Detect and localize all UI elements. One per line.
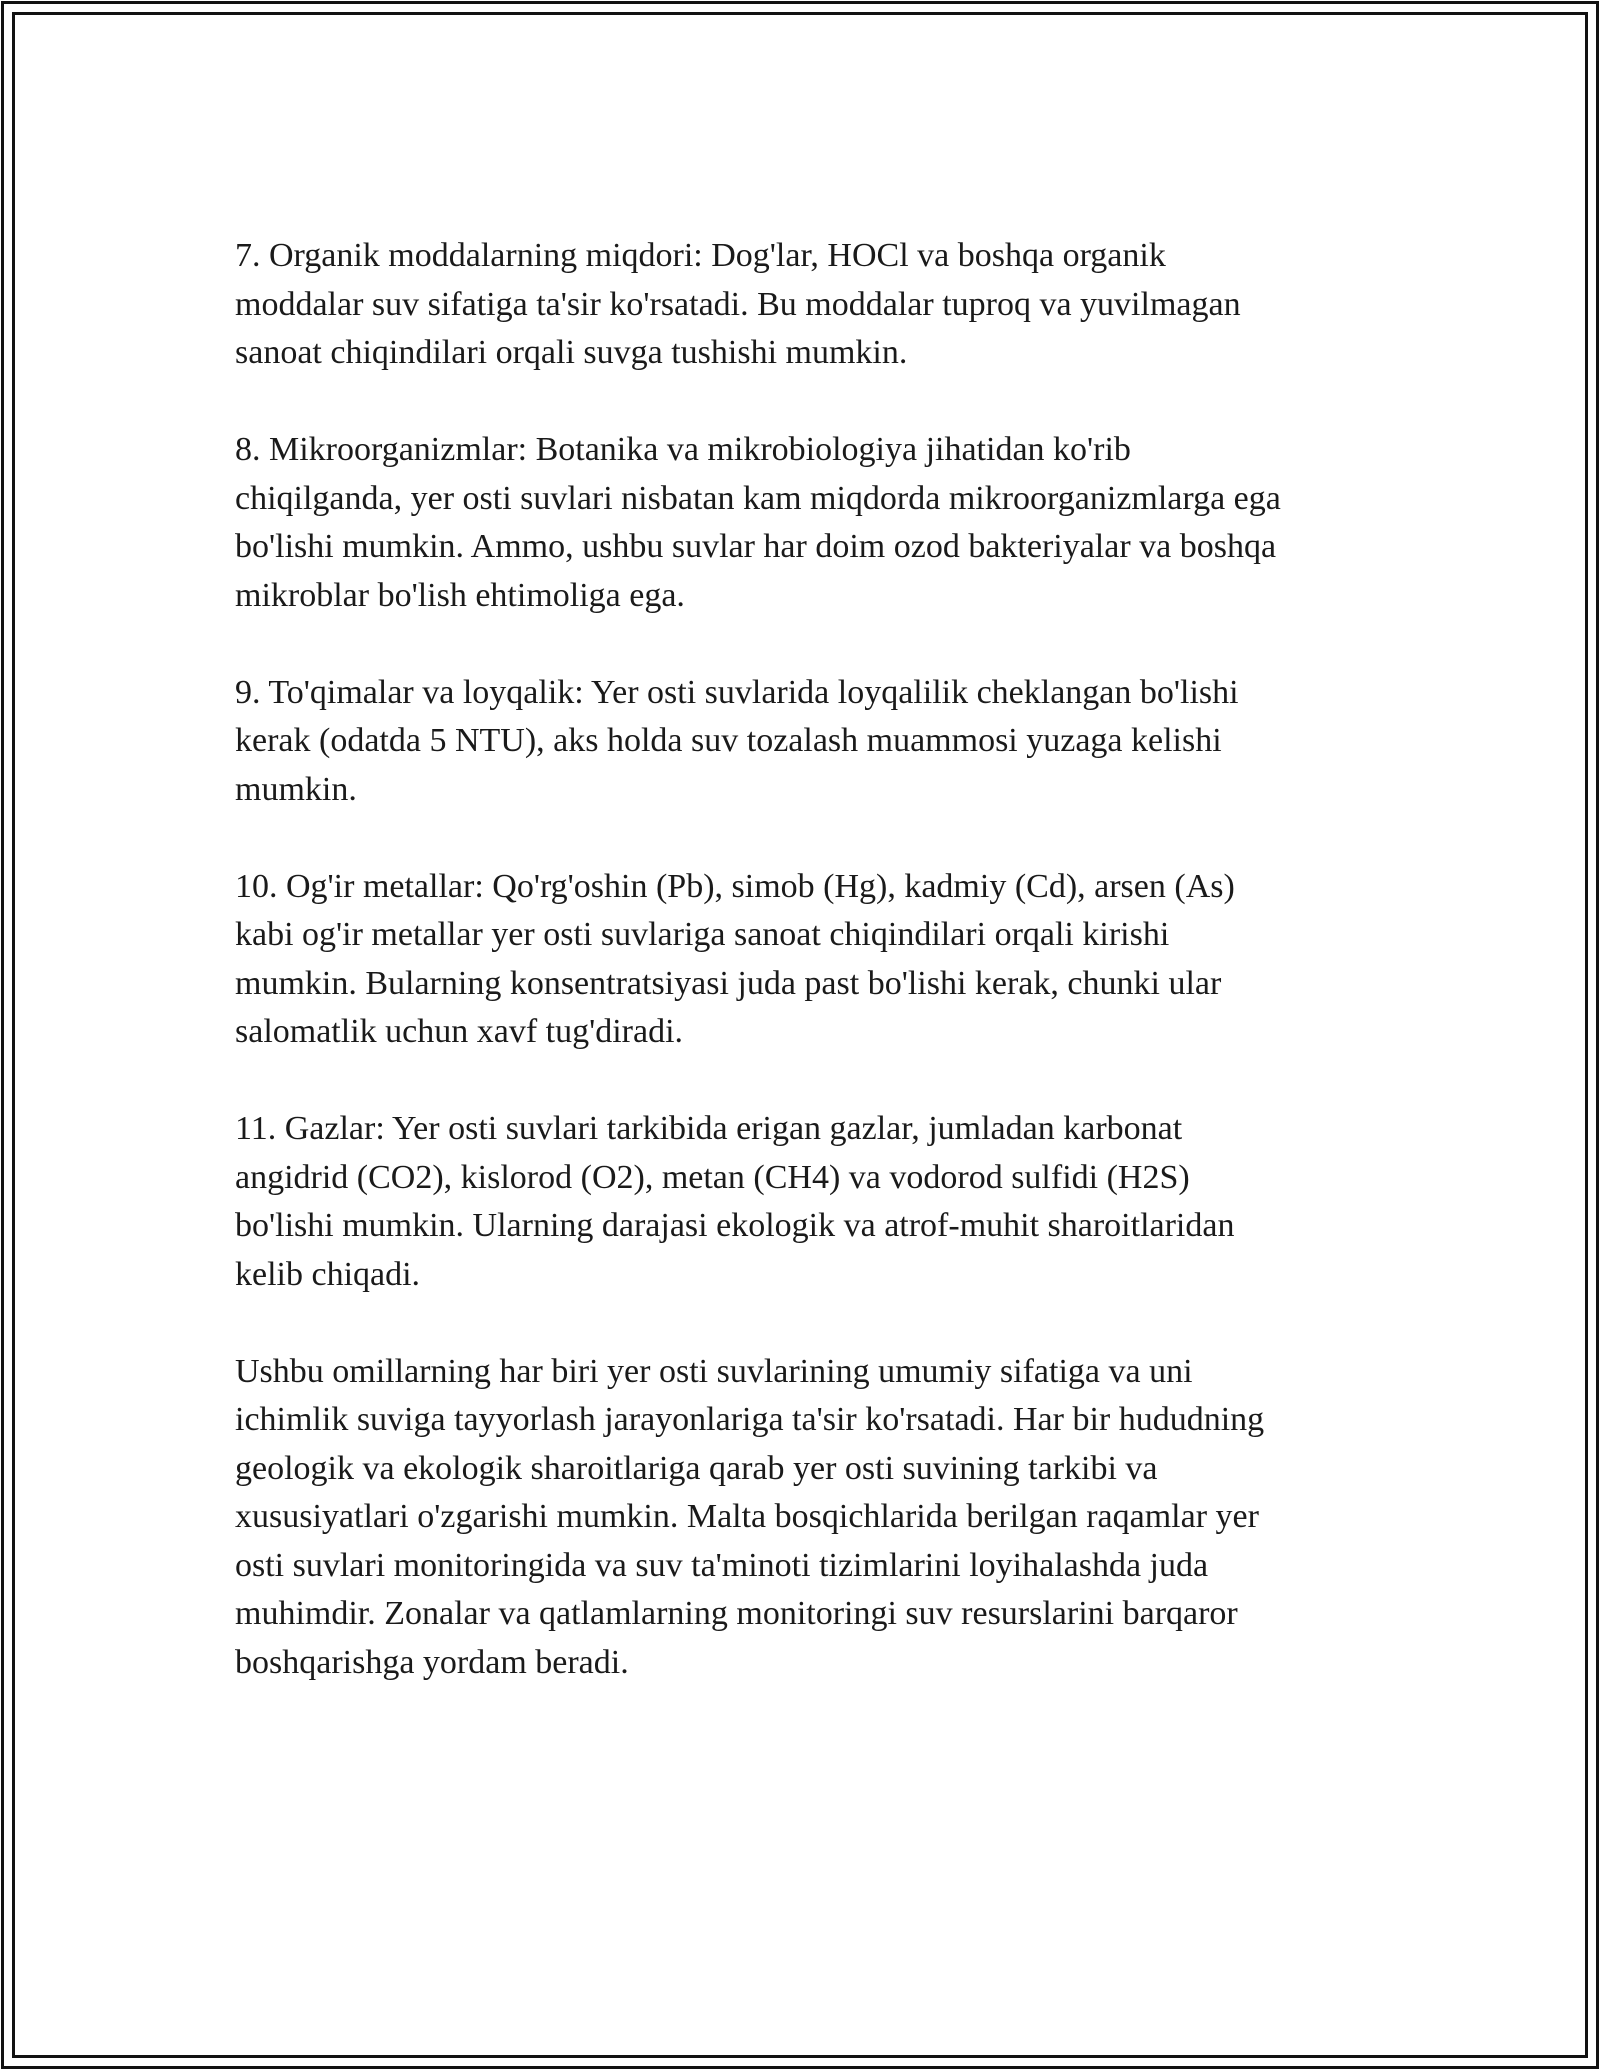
paragraph-organic-matter: 7. Organik moddalarning miqdori: Dog'lar, HOCl va boshqa organik moddalar suv sifatiga ta'sir ko'rsatadi. Bu moddalar tuproq va yuvilmagan sanoat chiqindilari orqali suvga tushishi mumkin. <box>235 237 1241 371</box>
paragraph-conclusion: Ushbu omillarning har biri yer osti suvlarining umumiy sifatiga va uni ichimlik suviga tayyorlash jarayonlariga ta'sir ko'rsatadi. Har bir hududning geologik va ekologik sharoitlariga qarab yer osti suvining tarkibi va xususiyatlari o'zgarishi mumkin. Malta bosqichlarida berilgan raqamlar yer osti suvlari monitoringida va suv ta'minoti tizimlarini loyihalashda juda muhimdir. Zonalar va qatlamlarning monitoringi suv resurslarini barqaror boshqarishga yordam beradi. <box>235 1352 1265 1681</box>
document-body <box>235 232 1375 1736</box>
paragraph-heavy-metals: 10. Og'ir metallar: Qo'rg'oshin (Pb), simob (Hg), kadmiy (Cd), arsen (As) kabi og'ir metallar yer osti suvlariga sanoat chiqindilari orqali kirishi mumkin. Bularning konsentratsiyasi juda past bo'lishi kerak, chunki ular salomatlik uchun xavf tug'diradi. <box>235 867 1235 1050</box>
paragraph-turbidity: 9. To'qimalar va loyqalik: Yer osti suvlarida loyqalilik cheklangan bo'lishi kerak (odatda 5 NTU), aks holda suv tozalash muammosi yuzaga kelishi mumkin. <box>235 673 1239 808</box>
paragraph-gases: 11. Gazlar: Yer osti suvlari tarkibida erigan gazlar, jumladan karbonat angidrid (CO2), kislorod (O2), metan (CH4) va vodorod sulfidi (H2S) bo'lishi mumkin. Ularning darajasi ekologik va atrof-muhit sharoitlaridan kelib chiqadi. <box>235 1110 1235 1293</box>
paragraph-microorganisms: 8. Mikroorganizmlar: Botanika va mikrobiologiya jihatidan ko'rib chiqilganda, yer osti suvlari nisbatan kam miqdorda mikroorganizmlarga ega bo'lishi mumkin. Ammo, ushbu suvlar har doim ozod bakteriyalar va boshqa mikroblar bo'lish ehtimoliga ega. <box>235 431 1281 614</box>
